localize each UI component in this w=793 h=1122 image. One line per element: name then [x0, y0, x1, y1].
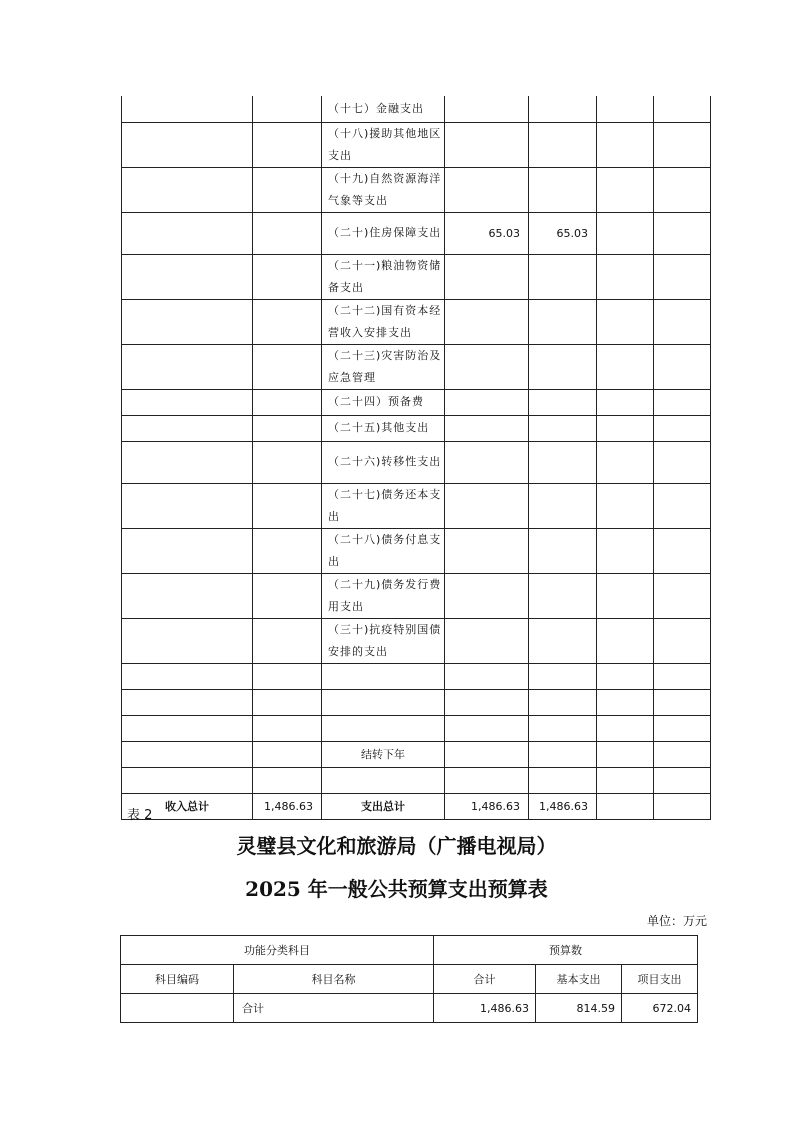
- table-label: 表 2: [127, 808, 153, 823]
- carry-over-label: 结转下年: [322, 741, 445, 767]
- category-total: [445, 528, 529, 573]
- category-basic: [529, 254, 597, 299]
- row-total-label: 合计: [234, 994, 434, 1023]
- table-row: [122, 415, 711, 441]
- row-project-value: 672.04: [622, 994, 698, 1023]
- row-total-value: 1,486.63: [434, 994, 536, 1023]
- header-budget-amount: 预算数: [434, 936, 698, 965]
- table-row: [122, 212, 711, 254]
- table-row: [122, 441, 711, 483]
- category-name: （二十)住房保障支出: [322, 212, 445, 254]
- category-total: [445, 441, 529, 483]
- category-total: [445, 96, 529, 122]
- category-total: [445, 618, 529, 663]
- table-row: [122, 122, 711, 167]
- category-name: （二十一)粮油物资储备支出: [322, 254, 445, 299]
- category-basic: [529, 96, 597, 122]
- category-name: （二十三)灾害防治及应急管理: [322, 344, 445, 389]
- page-title: 灵璧县文化和旅游局（广播电视局）: [236, 834, 557, 858]
- category-basic: [529, 299, 597, 344]
- category-basic: [529, 441, 597, 483]
- category-basic: 65.03: [529, 212, 597, 254]
- category-name: （二十九)债务发行费用支出: [322, 573, 445, 618]
- table-row: [122, 344, 711, 389]
- category-name: （二十二)国有资本经营收入安排支出: [322, 299, 445, 344]
- table-row: [122, 96, 711, 122]
- category-total: [445, 389, 529, 415]
- category-name: （二十八)债务付息支出: [322, 528, 445, 573]
- header-total: 合计: [434, 965, 536, 994]
- category-total: 65.03: [445, 212, 529, 254]
- income-total-label: 收入总计: [122, 793, 253, 819]
- page-subtitle: 2025 年一般公共预算支出预算表: [245, 877, 548, 901]
- table-row: [122, 167, 711, 212]
- category-name: （三十)抗疫特别国债安排的支出: [322, 618, 445, 663]
- table-row: [122, 389, 711, 415]
- expense-total-value: 1,486.63: [445, 793, 529, 819]
- category-name: （二十六)转移性支出: [322, 441, 445, 483]
- category-name: （十九)自然资源海洋气象等支出: [322, 167, 445, 212]
- table-row: [122, 573, 711, 618]
- category-total: [445, 344, 529, 389]
- category-basic: [529, 122, 597, 167]
- row-basic-value: 814.59: [536, 994, 622, 1023]
- table-row: [122, 618, 711, 663]
- category-total: [445, 167, 529, 212]
- category-total: [445, 483, 529, 528]
- table-row: [122, 483, 711, 528]
- header-name: 科目名称: [234, 965, 434, 994]
- category-basic: [529, 389, 597, 415]
- header-code: 科目编码: [121, 965, 234, 994]
- header-project: 项目支出: [622, 965, 698, 994]
- category-total: [445, 415, 529, 441]
- category-basic: [529, 415, 597, 441]
- income-expense-summary-table: [121, 96, 711, 820]
- table-row: [122, 299, 711, 344]
- table-row: [122, 254, 711, 299]
- header-functional-category: 功能分类科目: [121, 936, 434, 965]
- category-basic: [529, 618, 597, 663]
- category-name: （二十七)债务还本支出: [322, 483, 445, 528]
- category-name: （十八)援助其他地区支出: [322, 122, 445, 167]
- category-name: （二十四）预备费: [322, 389, 445, 415]
- expense-basic-value: 1,486.63: [529, 793, 597, 819]
- category-basic: [529, 573, 597, 618]
- unit-label: 单位：万元: [646, 914, 707, 928]
- expense-total-label: 支出总计: [322, 793, 445, 819]
- category-basic: [529, 167, 597, 212]
- totals-row: [122, 793, 711, 819]
- category-name: （十七）金融支出: [322, 96, 445, 122]
- category-basic: [529, 528, 597, 573]
- table-row: [121, 994, 698, 1023]
- category-total: [445, 122, 529, 167]
- category-total: [445, 573, 529, 618]
- category-total: [445, 299, 529, 344]
- category-basic: [529, 483, 597, 528]
- header-basic: 基本支出: [536, 965, 622, 994]
- category-basic: [529, 344, 597, 389]
- category-name: （二十五)其他支出: [322, 415, 445, 441]
- category-total: [445, 254, 529, 299]
- income-total-value: 1,486.63: [253, 793, 322, 819]
- table-row: [122, 528, 711, 573]
- general-budget-expense-table: [120, 935, 698, 1023]
